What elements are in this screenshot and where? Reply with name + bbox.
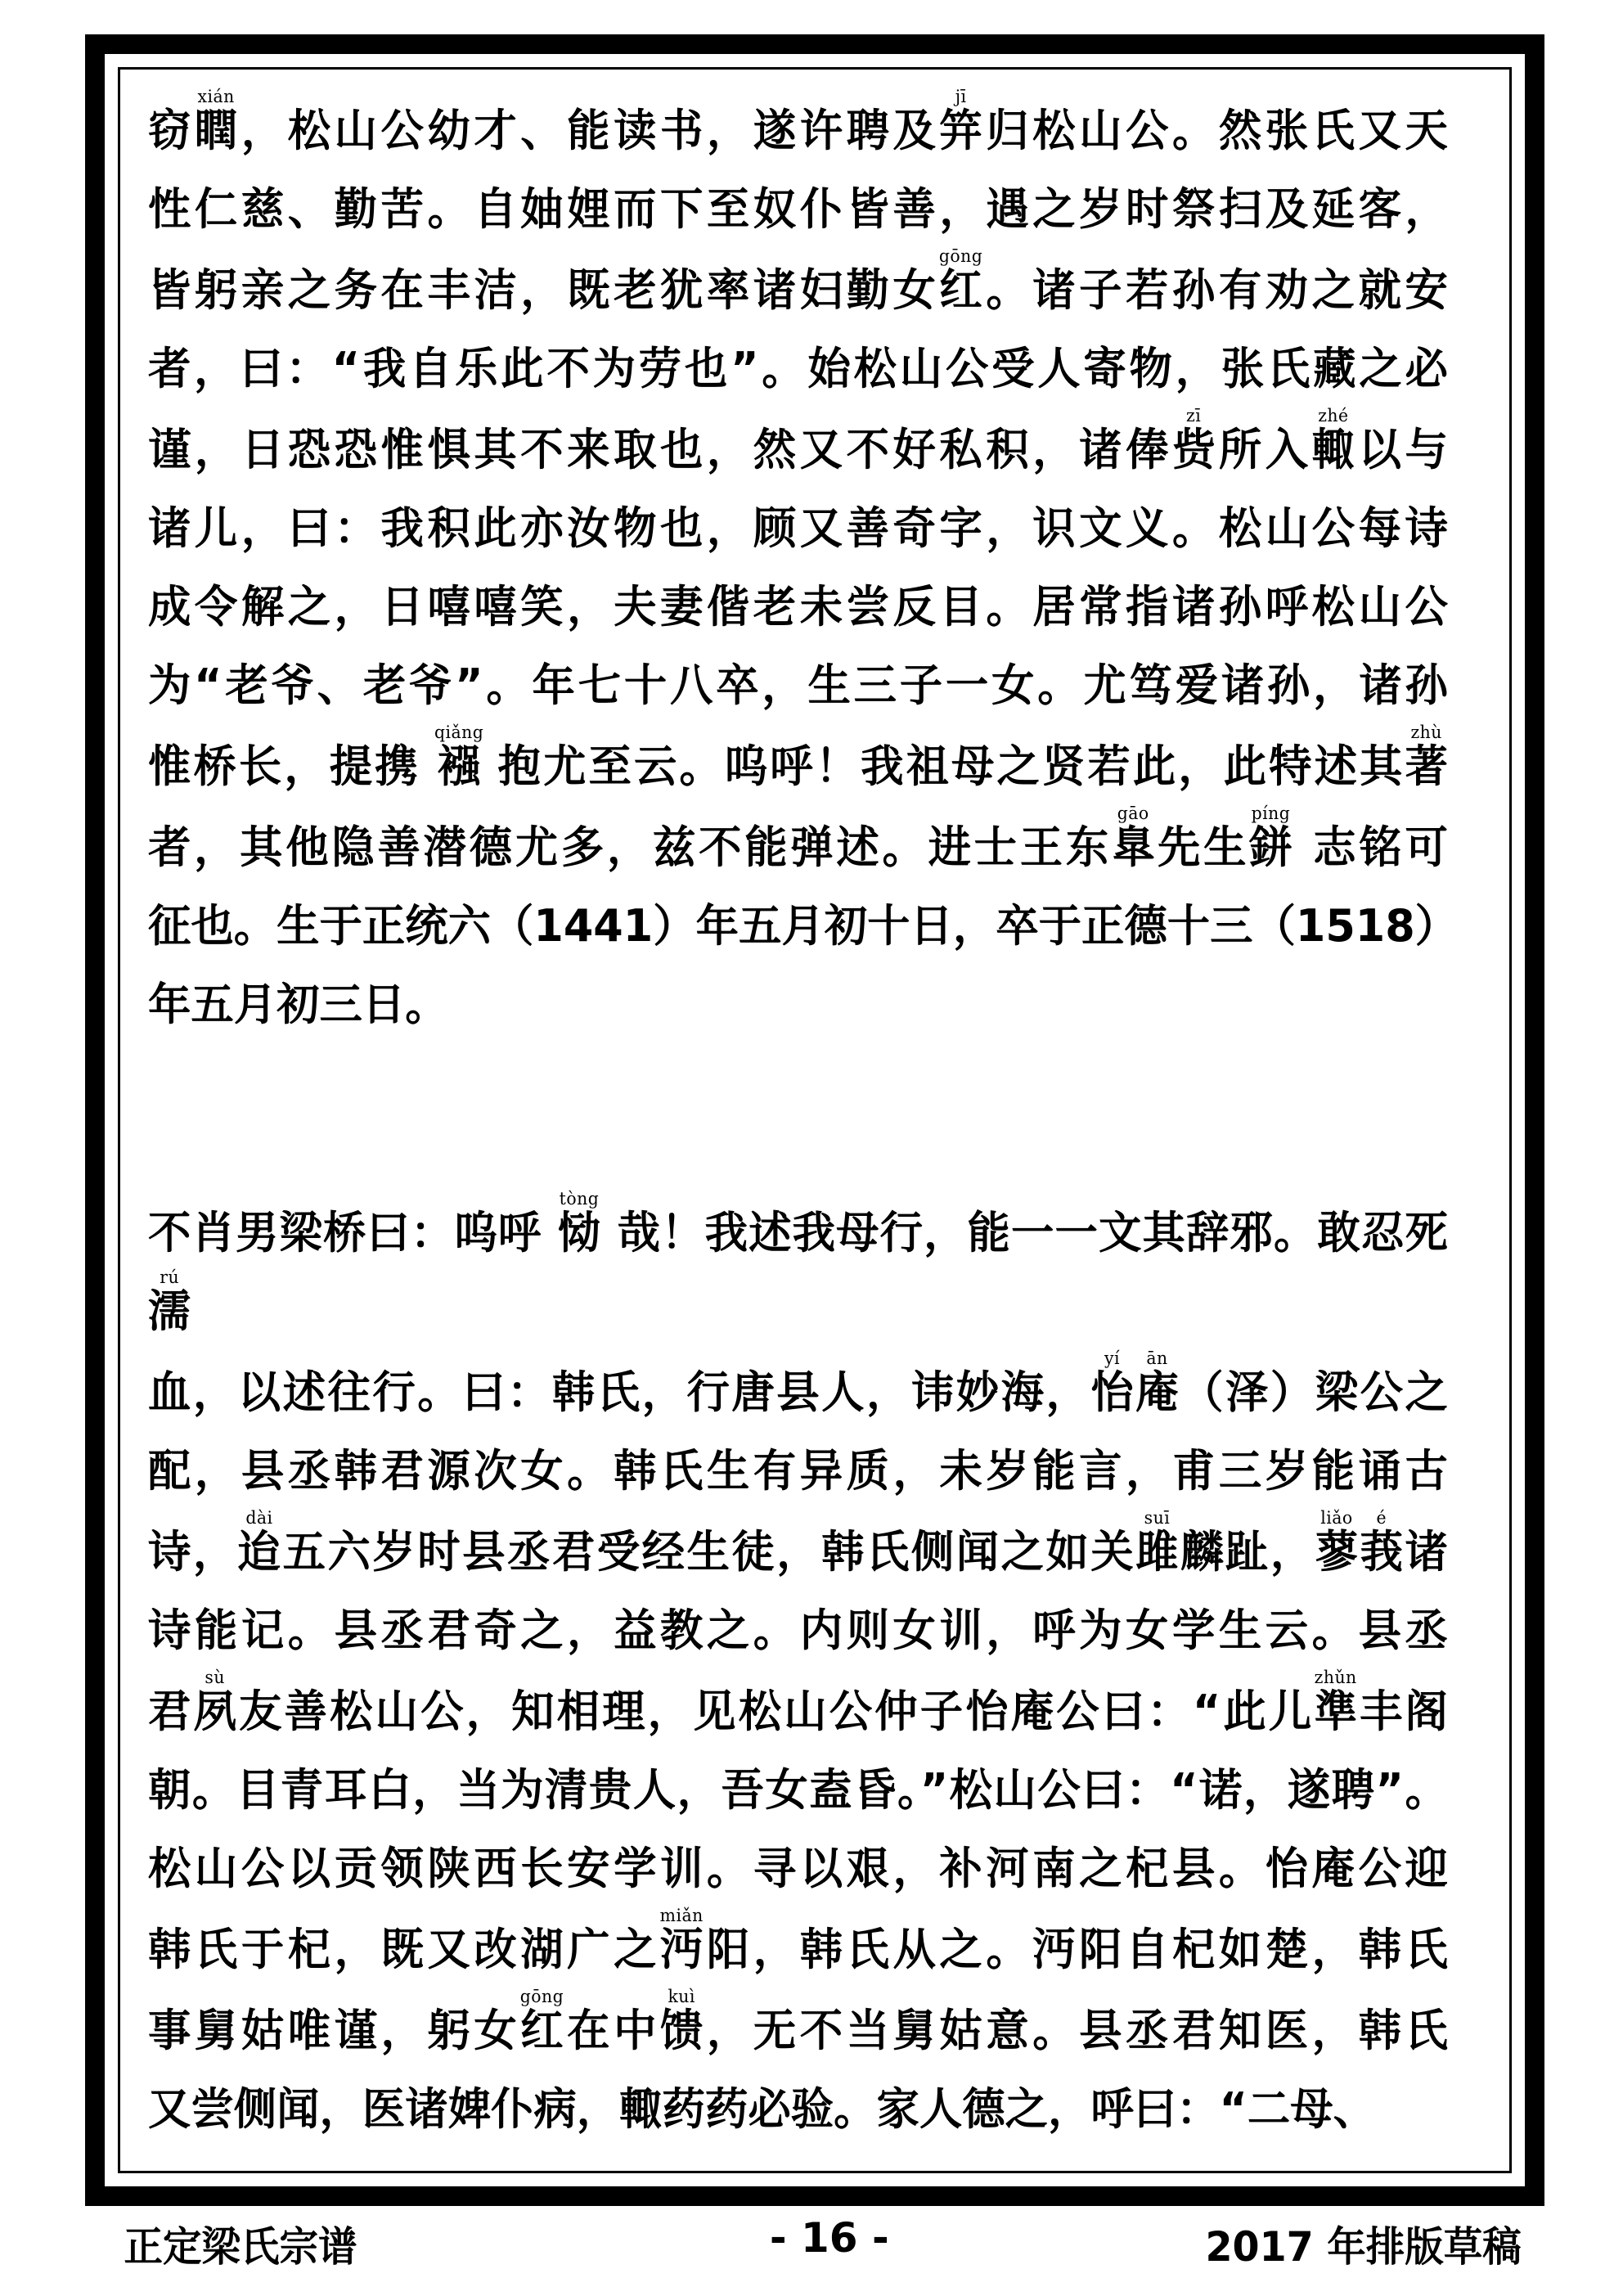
pinyin-annotation: sù bbox=[193, 1668, 236, 1687]
pinyin-annotation: liǎo bbox=[1315, 1508, 1359, 1528]
text-line bbox=[148, 489, 1448, 568]
ruby-annotated-char bbox=[1311, 406, 1359, 475]
ruby-base: 莪 bbox=[1360, 1526, 1405, 1578]
text-line bbox=[148, 1348, 1448, 1432]
text-run: 诗能记。县丞君奇之，益教之。内则女训，呼为女学生云。县丞 bbox=[148, 1605, 1448, 1656]
text-line bbox=[148, 170, 1448, 249]
ruby-annotated-char bbox=[1090, 1348, 1136, 1418]
text-run: 先生 bbox=[1158, 822, 1250, 873]
text-line bbox=[148, 725, 1448, 806]
text-run: 事舅姑唯谨，躬女 bbox=[148, 2005, 521, 2056]
text-line bbox=[148, 966, 1448, 1044]
ruby-annotated-char bbox=[519, 1987, 564, 2056]
text-run: 征也。生于正统六（1441）年五月初十日，卒于正德十三（1518） bbox=[148, 900, 1459, 952]
page-outer-border bbox=[85, 34, 1544, 2206]
document-text-body bbox=[148, 89, 1488, 2171]
ruby-annotated-char bbox=[1135, 1348, 1181, 1418]
ruby-annotated-char bbox=[1135, 1508, 1181, 1578]
pinyin-annotation: zhé bbox=[1311, 406, 1355, 425]
text-line bbox=[148, 1432, 1448, 1510]
text-run: 朝。目青耳白，当为清贵人，吾女盍昏。”松山公曰：“诺，遂聘”。 bbox=[148, 1764, 1448, 1816]
text-run: 诸儿，曰：我积此亦汝物也，顾又善奇字，识文义。松山公每诗 bbox=[148, 502, 1448, 554]
text-run: 不肖男梁桥曰：呜呼 bbox=[148, 1207, 558, 1258]
text-run: 谨，日恐恐惟惧其不来取也，然又不好私积，诸俸 bbox=[148, 424, 1172, 475]
page-footer bbox=[85, 2214, 1544, 2288]
text-run: 归松山公。然张氏又天 bbox=[986, 105, 1448, 156]
text-line bbox=[148, 1908, 1448, 1989]
text-run: 诸 bbox=[1405, 1526, 1448, 1578]
text-run: 性仁慈、勤苦。自妯娌而下至奴仆皆善，遇之岁时祭扫及延客， bbox=[148, 183, 1448, 235]
ruby-base: 雎 bbox=[1135, 1526, 1181, 1578]
text-run: 松山公以贡领陕西长安学训。寻以艰，补河南之杞县。怡庵公迎 bbox=[148, 1843, 1448, 1894]
text-run: 友善松山公，知相理，见松山公仲子怡庵公曰：“此儿 bbox=[239, 1686, 1315, 1737]
text-run: 者，曰：“我自乐此不为劳也”。始松山公受人寄物，张氏藏之必 bbox=[148, 343, 1448, 394]
text-line bbox=[148, 408, 1448, 489]
text-run: 韩氏于杞，既又改湖广之 bbox=[148, 1924, 660, 1975]
ruby-base: 夙 bbox=[193, 1686, 240, 1737]
text-line bbox=[148, 646, 1448, 725]
ruby-base: 濡 bbox=[148, 1285, 191, 1337]
pinyin-annotation: gōng bbox=[519, 1987, 564, 2006]
ruby-base: 鉼 bbox=[1249, 822, 1296, 873]
ruby-annotated-char bbox=[659, 1906, 704, 1975]
text-line bbox=[148, 1510, 1448, 1591]
ruby-annotated-char bbox=[1360, 1508, 1405, 1578]
text-run: 丰阁 bbox=[1359, 1686, 1448, 1737]
pinyin-annotation: rú bbox=[148, 1267, 191, 1287]
ruby-base: 瞤 bbox=[194, 105, 241, 156]
ruby-base: 輙 bbox=[1311, 424, 1359, 475]
text-run: 诗， bbox=[148, 1526, 238, 1578]
ruby-base: 準 bbox=[1314, 1686, 1360, 1737]
ruby-annotated-char bbox=[557, 1189, 602, 1258]
text-run: 以与 bbox=[1358, 424, 1448, 475]
text-run: 配，县丞韩君源次女。韩氏生有异质，未岁能言，甫三岁能诵古 bbox=[148, 1445, 1448, 1497]
text-line bbox=[148, 1191, 1448, 1351]
text-run: 志铭可 bbox=[1295, 822, 1448, 873]
text-run: ，无不当舅姑意。县丞君知医，韩氏 bbox=[706, 2005, 1448, 2056]
ruby-annotated-char bbox=[1405, 723, 1448, 792]
footer-book-title: 正定梁氏宗谱 bbox=[124, 2223, 357, 2271]
ruby-base: 襁 bbox=[434, 741, 484, 792]
ruby-base: 著 bbox=[1405, 741, 1448, 792]
ruby-base: 怡 bbox=[1090, 1366, 1136, 1418]
ruby-annotated-char bbox=[1171, 406, 1219, 475]
footer-edition-note: 2017 年排版草稿 bbox=[1205, 2223, 1522, 2271]
pinyin-annotation: xián bbox=[194, 87, 238, 106]
text-run: 抱尤至云。呜呼！我祖母之贤若此，此特述其 bbox=[480, 741, 1405, 792]
ruby-base: 蓼 bbox=[1315, 1526, 1360, 1578]
ruby-base: 赀 bbox=[1171, 424, 1219, 475]
ruby-annotated-char bbox=[148, 1267, 191, 1337]
ruby-base: 沔 bbox=[659, 1924, 704, 1975]
text-line bbox=[148, 887, 1459, 966]
text-run: 惟桥长，提携 bbox=[148, 741, 438, 792]
text-line bbox=[148, 1670, 1448, 1751]
text-line bbox=[148, 89, 1448, 170]
ruby-annotated-char bbox=[194, 87, 241, 156]
text-run: 君 bbox=[148, 1686, 194, 1737]
text-run: 窃 bbox=[148, 105, 195, 156]
text-run: 在中 bbox=[563, 2005, 660, 2056]
pinyin-annotation: tòng bbox=[557, 1189, 601, 1209]
text-line bbox=[148, 806, 1448, 887]
ruby-base: 红 bbox=[938, 264, 983, 316]
pinyin-annotation: zhǔn bbox=[1314, 1668, 1357, 1687]
text-run: 成令解之，日嘻嘻笑，夫妻偕老未尝反目。居常指诸孙呼松山公 bbox=[148, 581, 1448, 633]
ruby-base: 迨 bbox=[237, 1526, 283, 1578]
ruby-annotated-char bbox=[1315, 1508, 1360, 1578]
text-line bbox=[148, 1830, 1448, 1908]
ruby-base: 恸 bbox=[557, 1207, 602, 1258]
ruby-annotated-char bbox=[939, 87, 987, 156]
text-run: 为“老爷、老爷”。年七十八卒，生三子一女。尤笃爱诸孙，诸孙 bbox=[148, 660, 1448, 711]
pinyin-annotation: zhù bbox=[1405, 723, 1448, 742]
ruby-base: 笄 bbox=[939, 105, 987, 156]
text-line bbox=[148, 330, 1448, 408]
page-inner-border bbox=[118, 67, 1512, 2173]
text-line bbox=[148, 2070, 1448, 2149]
ruby-annotated-char bbox=[659, 1987, 707, 2056]
ruby-annotated-char bbox=[1314, 1668, 1360, 1737]
ruby-base: 庵 bbox=[1135, 1366, 1181, 1418]
text-line bbox=[148, 1989, 1448, 2070]
text-line bbox=[148, 246, 1448, 330]
pinyin-annotation: yí bbox=[1090, 1348, 1134, 1368]
ruby-annotated-char bbox=[237, 1508, 283, 1578]
text-run: 又尝侧闻，医诸婢仆病，輙药药必验。家人德之，呼曰：“二母、 bbox=[148, 2083, 1377, 2135]
text-line bbox=[148, 1591, 1448, 1670]
pinyin-annotation: kuì bbox=[659, 1987, 704, 2006]
text-run: 所入 bbox=[1218, 424, 1312, 475]
pinyin-annotation: píng bbox=[1249, 804, 1293, 823]
text-run: 年五月初三日。 bbox=[148, 979, 448, 1030]
ruby-annotated-char bbox=[434, 723, 484, 792]
pinyin-annotation: ān bbox=[1135, 1348, 1179, 1368]
ruby-annotated-char bbox=[1111, 804, 1158, 873]
text-run: 麟趾， bbox=[1180, 1526, 1315, 1578]
pinyin-annotation: gōng bbox=[938, 246, 983, 266]
ruby-base: 红 bbox=[519, 2005, 564, 2056]
pinyin-annotation: gāo bbox=[1111, 804, 1155, 823]
pinyin-annotation: é bbox=[1360, 1508, 1404, 1528]
text-run: 哉！我述我母行，能一一文其辞邪。敢忍死 bbox=[601, 1207, 1448, 1258]
pinyin-annotation: suī bbox=[1135, 1508, 1179, 1528]
paragraph-block-grandmother-zhang bbox=[148, 89, 1488, 1044]
ruby-annotated-char bbox=[193, 1668, 240, 1737]
pinyin-annotation: qiǎng bbox=[434, 723, 484, 742]
text-run: 五六岁时县丞君受经生徒，韩氏侧闻之如关 bbox=[282, 1526, 1136, 1578]
pinyin-annotation: dài bbox=[237, 1508, 281, 1528]
text-run: 。诸子若孙有劝之就安 bbox=[982, 264, 1448, 316]
ruby-annotated-char bbox=[1249, 804, 1296, 873]
pinyin-annotation: zī bbox=[1171, 406, 1216, 425]
paragraph-spacer bbox=[148, 1044, 1488, 1191]
footer-page-number: - 16 - bbox=[769, 2214, 889, 2262]
pinyin-annotation: miǎn bbox=[659, 1906, 704, 1925]
text-line bbox=[148, 1751, 1448, 1830]
ruby-base: 馈 bbox=[659, 2005, 707, 2056]
text-run: 皆躬亲之务在丰洁，既老犹率诸妇勤女 bbox=[148, 264, 940, 316]
text-run: ，松山公幼才、能读书，遂许聘及 bbox=[241, 105, 940, 156]
ruby-annotated-char bbox=[938, 246, 983, 316]
text-run: 阳，韩氏从之。沔阳自杞如楚，韩氏 bbox=[703, 1924, 1448, 1975]
text-run: 者，其他隐善潜德尤多，兹不能弹述。进士王东 bbox=[148, 822, 1112, 873]
text-line bbox=[148, 568, 1448, 646]
pinyin-annotation: jī bbox=[939, 87, 982, 106]
paragraph-block-mother-han bbox=[148, 1191, 1488, 2149]
text-run: （泽）梁公之 bbox=[1180, 1366, 1448, 1418]
ruby-base: 臯 bbox=[1111, 822, 1158, 873]
text-run: 血，以述往行。曰：韩氏，行唐县人，讳妙海， bbox=[148, 1366, 1091, 1418]
